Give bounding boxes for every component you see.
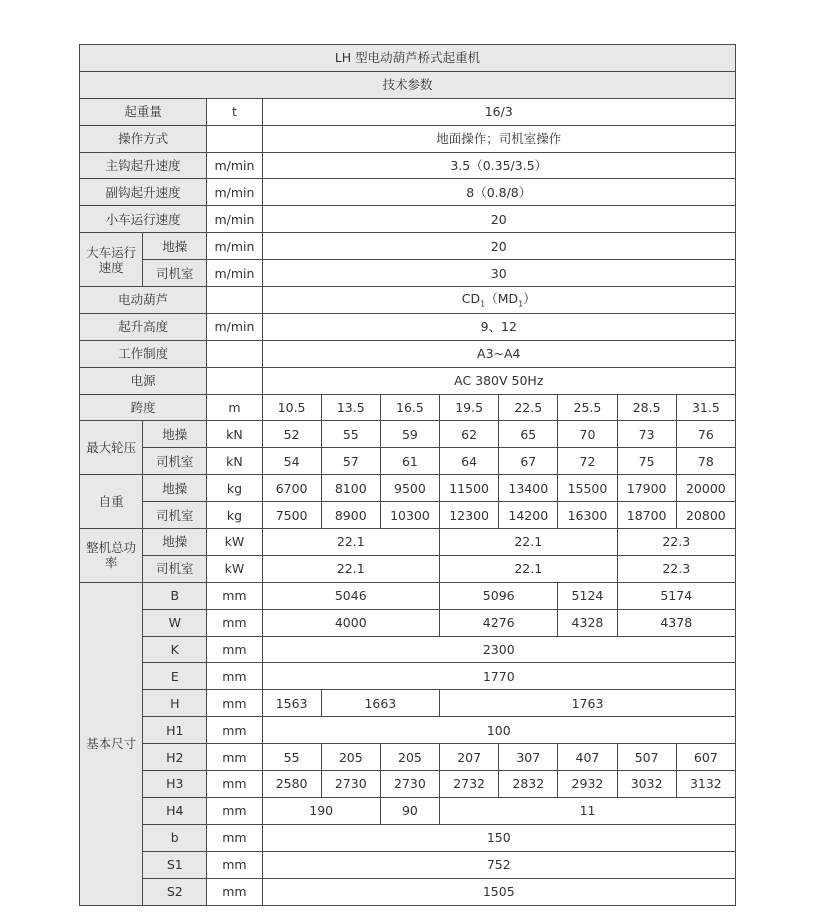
hoist-sub-2: 1 (518, 299, 524, 309)
sub-label: E (143, 663, 207, 690)
value-cell: 9500 (380, 475, 439, 502)
group-label: 最大轮压 (80, 421, 143, 475)
value-cell: 10300 (380, 502, 439, 529)
value-cell: 752 (262, 851, 735, 878)
table-row (80, 125, 736, 152)
row-unit: mm (207, 636, 262, 663)
value-cell: 22.1 (262, 529, 440, 556)
row-label: 小车运行速度 (80, 206, 207, 233)
value-cell: 72 (558, 448, 617, 475)
value-cell: 7500 (262, 502, 321, 529)
table-row (80, 475, 736, 502)
row-unit (207, 125, 262, 152)
value-cell: 22.3 (617, 529, 735, 556)
value-cell: 20000 (676, 475, 735, 502)
sub-label: K (143, 636, 207, 663)
sub-label: B (143, 582, 207, 609)
value-cell: 90 (380, 797, 439, 824)
subtitle-row (80, 71, 736, 98)
table-row (80, 367, 736, 394)
table-row (80, 394, 736, 421)
value-cell: 2730 (380, 771, 439, 798)
value-cell: 1563 (262, 690, 321, 717)
span-cell: 19.5 (440, 394, 499, 421)
row-unit: m/min (207, 206, 262, 233)
value-cell: 57 (321, 448, 380, 475)
sub-label: 地操 (143, 421, 207, 448)
value-cell: 1663 (321, 690, 439, 717)
row-label: 跨度 (80, 394, 207, 421)
value-cell: 22.1 (262, 555, 440, 582)
value-cell: 15500 (558, 475, 617, 502)
row-value: 20 (262, 206, 735, 233)
table-subtitle: 技术参数 (80, 71, 736, 98)
value-cell: 2832 (499, 771, 558, 798)
value-cell: 2732 (440, 771, 499, 798)
table-row (80, 771, 736, 798)
row-unit: mm (207, 878, 262, 905)
value-cell: 407 (558, 744, 617, 771)
table-row (80, 609, 736, 636)
table-row (80, 287, 736, 314)
row-unit: t (207, 98, 262, 125)
value-cell: 17900 (617, 475, 676, 502)
sub-label: W (143, 609, 207, 636)
value-cell: 20800 (676, 502, 735, 529)
value-cell: 2580 (262, 771, 321, 798)
row-unit: kg (207, 502, 262, 529)
row-unit: mm (207, 771, 262, 798)
table-row (80, 717, 736, 744)
table-row (80, 233, 736, 260)
row-unit: kN (207, 421, 262, 448)
sub-label: 司机室 (143, 448, 207, 475)
row-unit: mm (207, 744, 262, 771)
value-cell: 55 (321, 421, 380, 448)
row-value: 地面操作；司机室操作 (262, 125, 735, 152)
row-label: 电动葫芦 (80, 287, 207, 314)
row-value: 8（0.8/8） (262, 179, 735, 206)
row-label: 副钩起升速度 (80, 179, 207, 206)
row-unit: kW (207, 555, 262, 582)
table-title: LH 型电动葫芦桥式起重机 (80, 45, 736, 72)
row-unit: mm (207, 717, 262, 744)
value-cell: 1770 (262, 663, 735, 690)
value-cell: 65 (499, 421, 558, 448)
row-unit: mm (207, 690, 262, 717)
row-label: 电源 (80, 367, 207, 394)
value-cell: 207 (440, 744, 499, 771)
row-value: 20 (262, 233, 735, 260)
table-row (80, 636, 736, 663)
span-cell: 28.5 (617, 394, 676, 421)
value-cell: 11500 (440, 475, 499, 502)
value-cell: 22.1 (440, 555, 618, 582)
table-row (80, 582, 736, 609)
row-label: 起重量 (80, 98, 207, 125)
value-cell: 75 (617, 448, 676, 475)
sub-label: 司机室 (143, 260, 207, 287)
value-cell: 61 (380, 448, 439, 475)
hoist-sub-1: 1 (480, 299, 486, 309)
sub-label: H2 (143, 744, 207, 771)
value-cell: 22.1 (440, 529, 618, 556)
value-cell: 54 (262, 448, 321, 475)
row-unit: m/min (207, 233, 262, 260)
hoist-end: ） (523, 290, 536, 306)
row-value (262, 287, 735, 314)
value-cell: 607 (676, 744, 735, 771)
row-unit: kN (207, 448, 262, 475)
value-cell: 4276 (440, 609, 558, 636)
value-cell: 55 (262, 744, 321, 771)
row-unit (207, 367, 262, 394)
value-cell: 70 (558, 421, 617, 448)
value-cell: 5124 (558, 582, 617, 609)
table-row (80, 206, 736, 233)
value-cell: 1763 (440, 690, 736, 717)
sub-label: b (143, 824, 207, 851)
sub-label: H4 (143, 797, 207, 824)
value-cell: 307 (499, 744, 558, 771)
value-cell: 8900 (321, 502, 380, 529)
group-label: 大车运行速度 (80, 233, 143, 287)
sub-label: 地操 (143, 475, 207, 502)
sub-label: S2 (143, 878, 207, 905)
row-label: 操作方式 (80, 125, 207, 152)
hoist-cd: CD (461, 290, 481, 306)
group-label: 自重 (80, 475, 143, 529)
sub-label: S1 (143, 851, 207, 878)
row-unit: m/min (207, 260, 262, 287)
table-row (80, 421, 736, 448)
row-unit: mm (207, 851, 262, 878)
row-unit: mm (207, 824, 262, 851)
span-cell: 25.5 (558, 394, 617, 421)
sub-label: H3 (143, 771, 207, 798)
value-cell: 205 (380, 744, 439, 771)
sub-label: 司机室 (143, 555, 207, 582)
value-cell: 4000 (262, 609, 440, 636)
sub-label: 地操 (143, 529, 207, 556)
value-cell: 507 (617, 744, 676, 771)
value-cell: 13400 (499, 475, 558, 502)
value-cell: 100 (262, 717, 735, 744)
sub-label: H1 (143, 717, 207, 744)
table-row (80, 448, 736, 475)
value-cell: 5174 (617, 582, 735, 609)
row-value: 30 (262, 260, 735, 287)
table-row (80, 663, 736, 690)
value-cell: 4328 (558, 609, 617, 636)
value-cell: 73 (617, 421, 676, 448)
row-label: 工作制度 (80, 340, 207, 367)
value-cell: 6700 (262, 475, 321, 502)
row-unit (207, 287, 262, 314)
value-cell: 8100 (321, 475, 380, 502)
value-cell: 3032 (617, 771, 676, 798)
row-unit: m/min (207, 152, 262, 179)
value-cell: 1505 (262, 878, 735, 905)
sub-label: H (143, 690, 207, 717)
span-cell: 31.5 (676, 394, 735, 421)
value-cell: 16300 (558, 502, 617, 529)
spec-table (79, 44, 736, 906)
value-cell: 62 (440, 421, 499, 448)
row-value: 16/3 (262, 98, 735, 125)
value-cell: 67 (499, 448, 558, 475)
value-cell: 52 (262, 421, 321, 448)
value-cell: 2300 (262, 636, 735, 663)
table-row (80, 313, 736, 340)
row-value: 9、12 (262, 313, 735, 340)
group-label: 整机总功率 (80, 529, 143, 583)
table-row (80, 878, 736, 905)
span-cell: 22.5 (499, 394, 558, 421)
row-unit: m/min (207, 179, 262, 206)
table-row (80, 152, 736, 179)
row-value: A3~A4 (262, 340, 735, 367)
value-cell: 2730 (321, 771, 380, 798)
table-row (80, 529, 736, 556)
row-value: 3.5（0.35/3.5） (262, 152, 735, 179)
value-cell: 18700 (617, 502, 676, 529)
value-cell: 22.3 (617, 555, 735, 582)
value-cell: 2932 (558, 771, 617, 798)
row-unit: kg (207, 475, 262, 502)
table-row (80, 502, 736, 529)
row-value: AC 380V 50Hz (262, 367, 735, 394)
table-row (80, 690, 736, 717)
row-label: 主钩起升速度 (80, 152, 207, 179)
span-cell: 10.5 (262, 394, 321, 421)
value-cell: 150 (262, 824, 735, 851)
group-label: 基本尺寸 (80, 582, 143, 905)
row-unit (207, 340, 262, 367)
value-cell: 12300 (440, 502, 499, 529)
row-unit: m/min (207, 313, 262, 340)
title-row (80, 45, 736, 72)
table-row (80, 824, 736, 851)
table-row (80, 744, 736, 771)
value-cell: 59 (380, 421, 439, 448)
value-cell: 205 (321, 744, 380, 771)
sub-label: 司机室 (143, 502, 207, 529)
value-cell: 4378 (617, 609, 735, 636)
value-cell: 78 (676, 448, 735, 475)
value-cell: 5096 (440, 582, 558, 609)
value-cell: 3132 (676, 771, 735, 798)
row-unit: kW (207, 529, 262, 556)
hoist-md: （MD (485, 290, 519, 306)
value-cell: 14200 (499, 502, 558, 529)
value-cell: 64 (440, 448, 499, 475)
table-row (80, 555, 736, 582)
sub-label: 地操 (143, 233, 207, 260)
table-row (80, 851, 736, 878)
value-cell: 190 (262, 797, 380, 824)
row-unit: mm (207, 797, 262, 824)
value-cell: 76 (676, 421, 735, 448)
span-cell: 16.5 (380, 394, 439, 421)
table-row (80, 340, 736, 367)
table-row (80, 260, 736, 287)
value-cell: 11 (440, 797, 736, 824)
value-cell: 5046 (262, 582, 440, 609)
table-row (80, 797, 736, 824)
row-unit: mm (207, 582, 262, 609)
row-label: 起升高度 (80, 313, 207, 340)
table-row (80, 179, 736, 206)
span-cell: 13.5 (321, 394, 380, 421)
row-unit: mm (207, 663, 262, 690)
table-row (80, 98, 736, 125)
row-unit: mm (207, 609, 262, 636)
row-unit: m (207, 394, 262, 421)
